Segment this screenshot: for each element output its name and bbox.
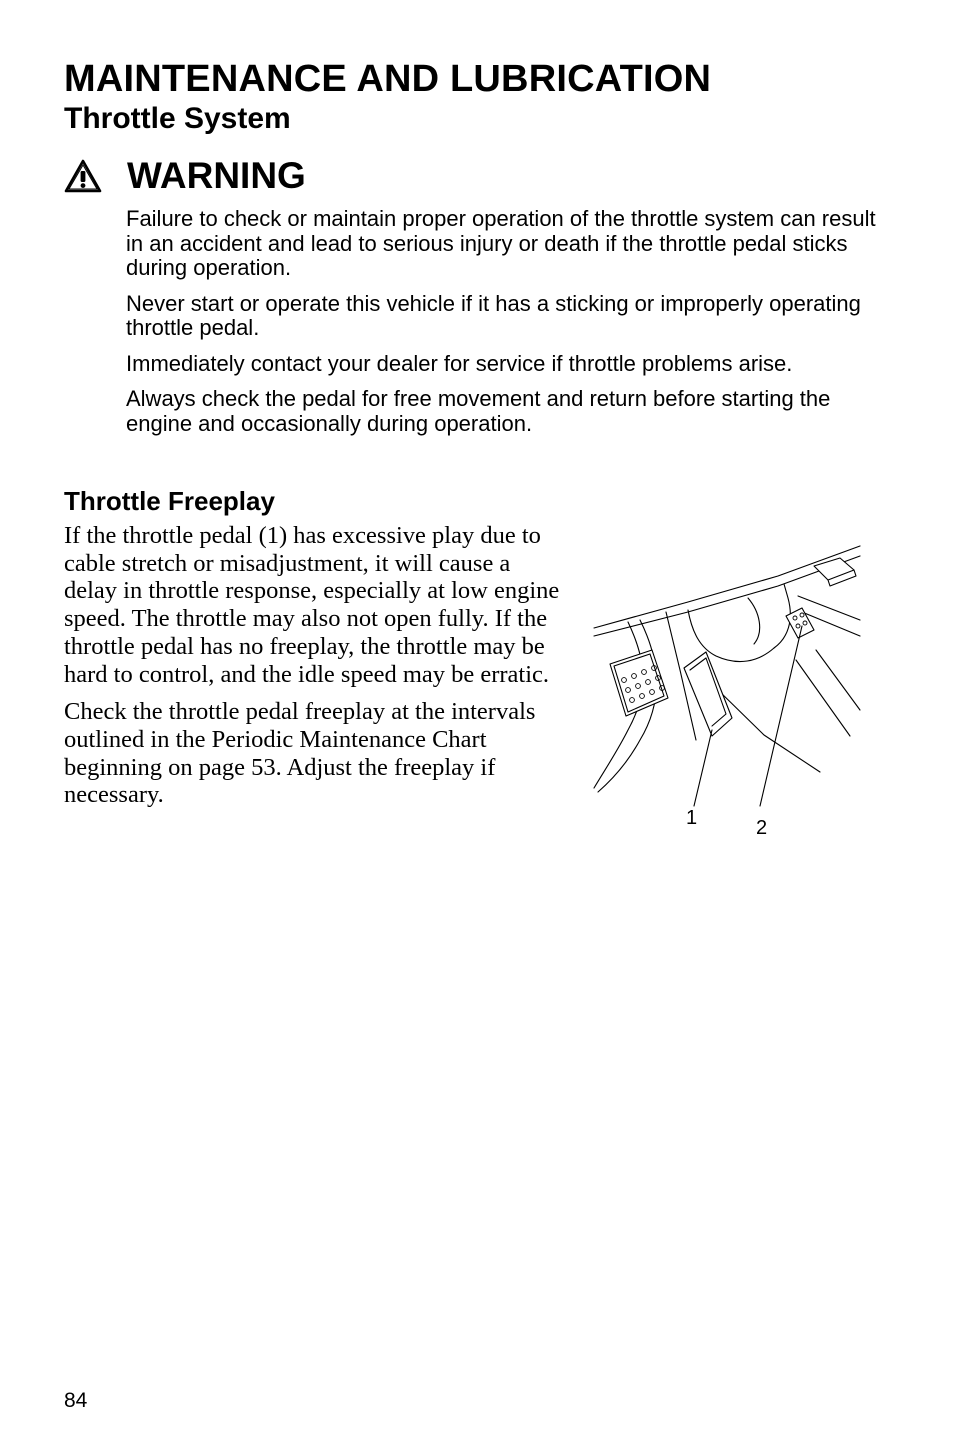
throttle-pedal-illustration [588,540,864,845]
warning-title: WARNING [127,155,306,196]
warning-triangle-icon [64,159,102,193]
warning-body [126,207,886,447]
chapter-title: MAINTENANCE AND LUBRICATION [64,58,712,100]
body-paragraph: Check the throttle pedal freeplay at the intervals outlined in the Periodic Maintenance Chart beginning on page 53. Adjust the freeplay if necessary. [64,698,536,809]
callout-label-1: 1 [686,807,698,829]
warning-header [64,154,306,198]
section-title: Throttle System [64,102,291,135]
callout-label-2: 2 [756,817,768,839]
freeplay-body [64,522,564,819]
throttle-pedal-figure [588,540,864,845]
body-paragraph: If the throttle pedal (1) has excessive play due to cable stretch or misadjustment, it will cause a delay in throttle response, especially at low engine speed. The throttle may also not open fully. If the throttle pedal has no freeplay, the throttle may be hard to control, and the idle speed may be erratic. [64,522,560,688]
page-number: 84 [64,1389,88,1412]
subsection-title: Throttle Freeplay [64,486,275,516]
warning-paragraph: Never start or operate this vehicle if it has a sticking or improperly operating throttle pedal. [126,290,861,340]
warning-paragraph: Failure to check or maintain proper operation of the throttle system can result in an accident and lead to serious injury or death if the throttle pedal sticks during operation. [126,206,876,280]
warning-paragraph: Immediately contact your dealer for service if throttle problems arise. [126,350,793,376]
warning-paragraph: Always check the pedal for free movement and return before starting the engine and occasionally during operation. [126,386,831,436]
